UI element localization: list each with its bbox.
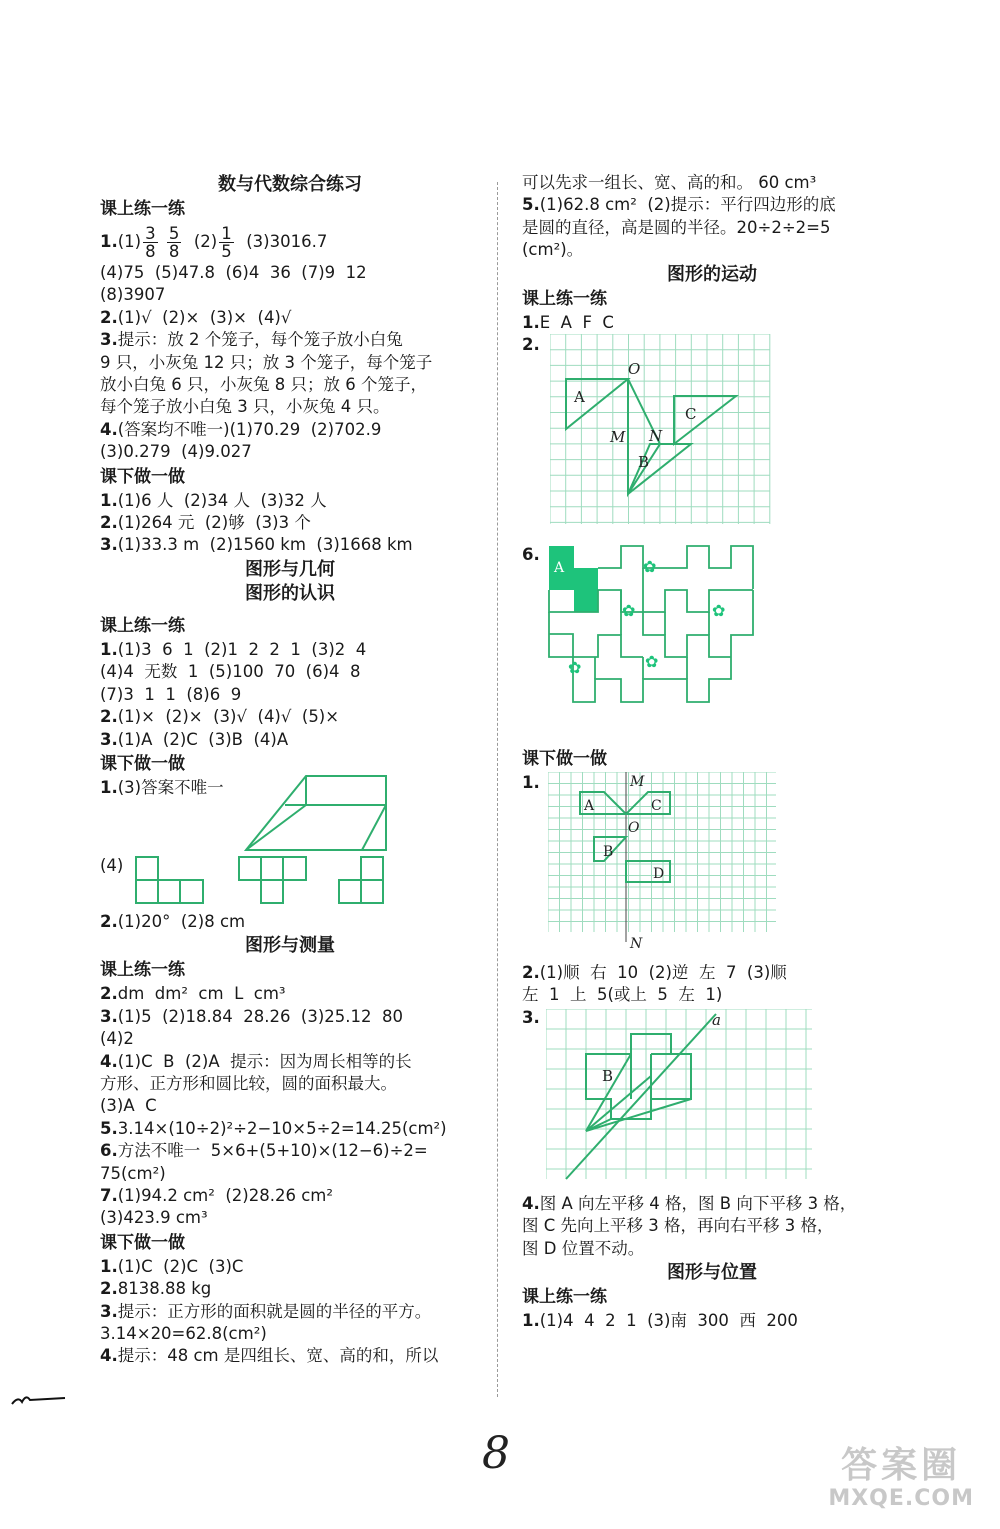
section-title: 图形的运动 <box>667 263 757 285</box>
answer-line: 4.(1)C B (2)A 提示：因为周长相等的长 <box>100 1051 412 1071</box>
figure-row <box>522 334 902 530</box>
answer-line: 4.提示：48 cm 是四组长、宽、高的和，所以 <box>100 1346 439 1366</box>
answer-line: (4) <box>100 855 124 875</box>
subsection-title: 课下做一做 <box>100 753 185 774</box>
answer-line: (7)3 1 1 (8)6 9 <box>100 684 242 704</box>
answer-line: 是圆的直径，高是圆的半径。20÷2÷2=5 <box>522 217 831 237</box>
label-a: A <box>584 798 595 815</box>
answer-line: 3.提示：放 2 个笼子，每个笼子放小白兔 <box>100 330 403 350</box>
answer-line: 左 1 上 5(或上 5 左 1) <box>522 985 723 1005</box>
fraction: $\frac{1}{5}$ <box>221 224 232 261</box>
flower-icon: ✿ <box>645 652 659 672</box>
answer-line: 5.3.14×(10÷2)²÷2−10×5÷2=14.25(cm²) <box>100 1118 447 1138</box>
label-b: B <box>602 1066 614 1085</box>
subsection-title: 课上练一练 <box>522 1287 607 1308</box>
answer-line: (3)A C <box>100 1096 157 1116</box>
answer-line: (4)4 无数 1 (5)100 70 (6)4 8 <box>100 662 361 682</box>
net-figures <box>134 855 394 907</box>
answer-line: 1.(1)6 人 (2)34 人 (3)32 人 <box>100 490 327 510</box>
watermark-bottom-text: MXQE.COM <box>828 1486 974 1511</box>
answer-line: 1.(1)C (2)C (3)C <box>100 1256 244 1276</box>
translation-grid-figure <box>546 1009 816 1184</box>
answer-line: (3)423.9 cm³ <box>100 1208 208 1228</box>
answer-line: 3.(1)5 (2)18.84 28.26 (3)25.12 80 <box>100 1006 404 1026</box>
answer-line: 2.8138.88 kg <box>100 1279 212 1299</box>
answer-line: 3. <box>522 1007 540 1027</box>
answer-line: 3.提示：正方形的面积就是圆的半径的平方。 <box>100 1301 432 1321</box>
fraction: $\frac{3}{8}$ <box>145 224 156 261</box>
label-o: O <box>628 360 641 379</box>
answer-line: 图 D 位置不动。 <box>522 1238 645 1258</box>
symmetry-grid-figure <box>548 772 778 950</box>
left-column <box>100 172 480 1368</box>
answer-line: 2.(1)20° (2)8 cm <box>100 911 246 931</box>
answer-line: 6. <box>522 545 540 565</box>
label-n: N <box>649 427 663 446</box>
fraction: $\frac{5}{8}$ <box>168 224 180 261</box>
answer-line: 2.(1)× (2)× (3)√ (4)√ (5)× <box>100 707 340 727</box>
section-title: 图形与测量 <box>245 935 335 957</box>
label-b: B <box>638 453 650 472</box>
answer-line: 3.(1)A (2)C (3)B (4)A <box>100 729 289 749</box>
page-number: 8 <box>482 1428 510 1479</box>
label-n: N <box>630 936 643 951</box>
section-title: 数与代数综合练习 <box>218 174 362 195</box>
answer-line: 1.(1)3 6 1 (2)1 2 2 1 (3)2 4 <box>100 639 367 659</box>
answer-line: 方形、正方形和圆比较，圆的面积最大。 <box>100 1073 397 1093</box>
answer-line: 2.(1)264 元 (2)够 (3)3 个 <box>100 513 311 533</box>
label-a: A <box>574 388 585 407</box>
answer-line: 1.(1)4 4 2 1 (3)南 300 西 200 <box>522 1311 798 1331</box>
answer-line: (8)3907 <box>100 285 166 305</box>
right-column <box>522 172 902 1332</box>
label-b: B <box>603 844 614 861</box>
subsection-title: 课下做一做 <box>100 466 185 487</box>
answer-line: 75(cm²) <box>100 1163 166 1183</box>
answer-line: 可以先求一组长、宽、高的和。 60 cm³ <box>522 173 817 192</box>
watermark-logo <box>828 1446 974 1511</box>
subsection-title: 课上练一练 <box>100 960 185 981</box>
answer-line: 1.(3)答案不唯一 <box>100 777 224 797</box>
answer-line: (4)2 <box>100 1029 134 1049</box>
answer-line: 2.dm dm² cm L cm³ <box>100 984 286 1004</box>
rotation-grid-figure <box>550 334 772 526</box>
answer-line: (cm²)。 <box>522 240 584 260</box>
answer-line: 放小白兔 6 只，小灰兔 8 只；放 6 个笼子， <box>100 375 427 395</box>
answer-line: (3)0.279 (4)9.027 <box>100 442 252 462</box>
answer-line: (4)75 (5)47.8 (6)4 36 (7)9 12 <box>100 263 367 282</box>
subsection-title: 课上练一练 <box>522 288 607 309</box>
flower-icon: ✿ <box>622 601 636 621</box>
label-m: M <box>610 428 626 447</box>
answer-line: 1.(1) $\frac{3}{8}$ $\frac{5}{8}$ (2) $\frac{1}{5}$ (3)3016.7 <box>100 224 328 261</box>
subsection-title: 课下做一做 <box>522 749 607 770</box>
label-c: C <box>685 405 697 424</box>
figure-row <box>522 772 902 952</box>
figure-row <box>100 855 480 911</box>
figure-row <box>522 1007 902 1187</box>
answer-line: 9 只，小灰兔 12 只；放 3 个笼子，每个笼子 <box>100 352 433 372</box>
label-d: D <box>653 866 665 883</box>
answer-line: 每个笼子放小白兔 3 只，小灰兔 4 只。 <box>100 397 390 417</box>
section-title: 图形与位置 <box>667 1262 757 1284</box>
subsection-title: 课下做一做 <box>100 1232 185 1253</box>
label-c: C <box>651 798 662 815</box>
label-m: M <box>630 774 645 791</box>
decorative-mark-icon <box>10 1392 70 1408</box>
section-title: 图形的认识 <box>245 582 335 604</box>
parallelogram-figure <box>244 774 389 854</box>
answer-line: 图 C 先向上平移 3 格，再向右平移 3 格， <box>522 1216 834 1236</box>
column-divider <box>497 182 498 1397</box>
subsection-title: 课上练一练 <box>100 199 185 219</box>
answer-line: 2.(1)√ (2)× (3)× (4)√ <box>100 307 292 327</box>
flower-icon: ✿ <box>643 557 657 577</box>
answer-line: 2. <box>522 335 540 355</box>
answer-line: 2.(1)顺 右 10 (2)逆 左 7 (3)顺 <box>522 963 787 983</box>
watermark-top-text: 答案圈 <box>841 1445 962 1486</box>
puzzle-figure <box>547 544 762 714</box>
answer-line: 1. <box>522 773 540 793</box>
answer-line: 5.(1)62.8 cm² (2)提示：平行四边形的底 <box>522 195 836 215</box>
label-o: O <box>628 820 640 837</box>
answer-line: 7.(1)94.2 cm² (2)28.26 cm² <box>100 1185 333 1205</box>
figure-row <box>100 777 480 855</box>
label-a-line: a <box>712 1010 721 1029</box>
answer-line: 1.E A F C <box>522 312 614 332</box>
answer-line: 4.图 A 向左平移 4 格，图 B 向下平移 3 格， <box>522 1193 857 1213</box>
flower-icon: ✿ <box>712 601 726 621</box>
label-a: A <box>554 560 565 577</box>
answer-line: 4.(答案均不唯一)(1)70.29 (2)702.9 <box>100 419 382 439</box>
figure-row <box>522 544 902 720</box>
section-title: 图形与几何 <box>245 558 335 580</box>
answer-line: 3.(1)33.3 m (2)1560 km (3)1668 km <box>100 535 413 555</box>
flower-icon: ✿ <box>568 658 582 678</box>
answer-line: 3.14×20=62.8(cm²) <box>100 1324 267 1343</box>
subsection-title: 课上练一练 <box>100 615 185 636</box>
answer-line: 6.方法不唯一 5×6+(5+10)×(12−6)÷2= <box>100 1141 428 1161</box>
